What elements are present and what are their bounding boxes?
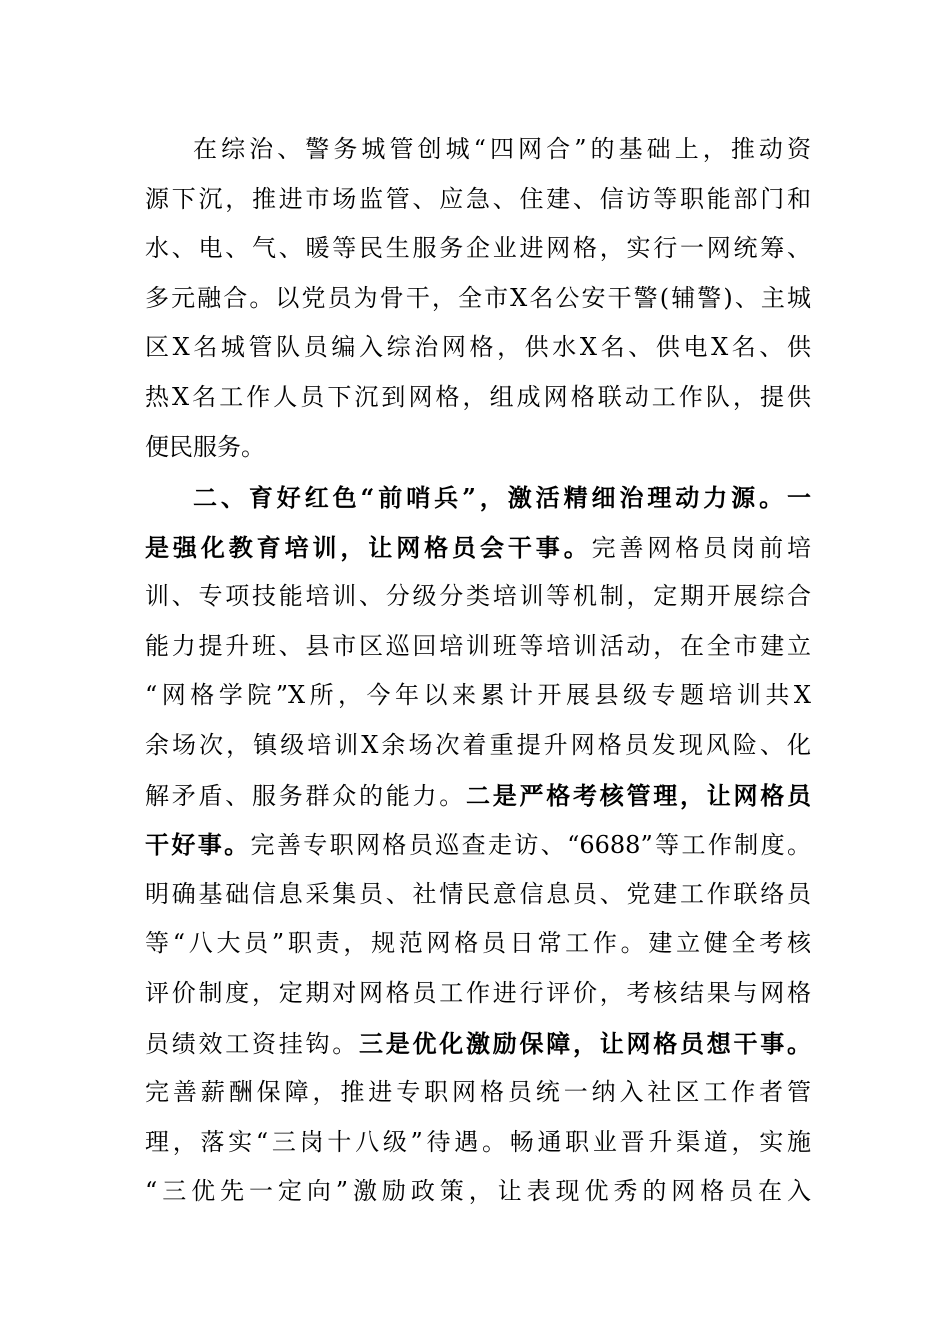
bold-lead-phrase: 二是严格考核管理，让网格员 (466, 780, 811, 810)
paragraph-resource-integration (145, 125, 811, 472)
text-line (145, 1019, 811, 1069)
text-run: 解矛盾、服务群众的能力。 (145, 781, 466, 810)
text-line: 多元融合。以党员为骨干，全市X名公安干警(辅警)、主城 (145, 283, 811, 312)
text-line: 区X名城管队员编入综治网格，供水X名、供电X名、供 (145, 333, 811, 362)
paragraph-grid-workers (145, 473, 811, 1217)
text-line: 源下沉，推进市场监管、应急、住建、信访等职能部门和 (145, 184, 811, 213)
text-line (145, 820, 811, 870)
text-line: 在综治、警务城管创城“四网合”的基础上，推动资 (193, 135, 811, 163)
text-line: 等“八大员”职责，规范网格员日常工作。建立健全考核 (145, 929, 811, 958)
bold-lead-phrase: 干好事。 (145, 830, 251, 860)
text-line: 训、专项技能培训、分级分类培训等机制，定期开展综合 (145, 582, 811, 611)
text-run: 完善网格员岗前培 (591, 533, 811, 562)
text-line: 热X名工作人员下沉到网格，组成网格联动工作队，提供 (145, 382, 811, 411)
text-line: 理，落实“三岗十八级”待遇。畅通职业晋升渠道，实施 (145, 1127, 811, 1156)
text-line: 能力提升班、县市区巡回培训班等培训活动，在全市建立 (145, 631, 811, 660)
text-line: 水、电、气、暖等民生服务企业进网格，实行一网统筹、 (145, 234, 811, 263)
text-line: 明确基础信息采集员、社情民意信息员、党建工作联络员 (145, 879, 811, 908)
text-line: 评价制度，定期对网格员工作进行评价，考核结果与网格 (145, 978, 811, 1007)
bold-lead-phrase: 是强化教育培训，让网格员会干事。 (145, 532, 592, 562)
text-line: “三优先一定向”激励政策，让表现优秀的网格员在入 (145, 1177, 811, 1206)
text-run: 员绩效工资挂钩。 (145, 1029, 359, 1058)
section-heading-line: 二、育好红色“前哨兵”，激活精细治理动力源。一 (193, 483, 811, 512)
text-line: 余场次，镇级培训X余场次着重提升网格员发现风险、化 (145, 730, 811, 759)
text-line: 便民服务。 (145, 432, 265, 461)
text-line: “网格学院”X所，今年以来累计开展县级专题培训共X (145, 681, 811, 710)
text-line (145, 523, 811, 573)
bold-lead-phrase: 三是优化激励保障，让网格员想干事。 (359, 1028, 811, 1058)
text-run: 完善专职网格员巡查走访、“6688”等工作制度。 (250, 831, 811, 860)
text-line: 完善薪酬保障，推进专职网格员统一纳入社区工作者管 (145, 1078, 811, 1107)
text-line (145, 771, 811, 821)
